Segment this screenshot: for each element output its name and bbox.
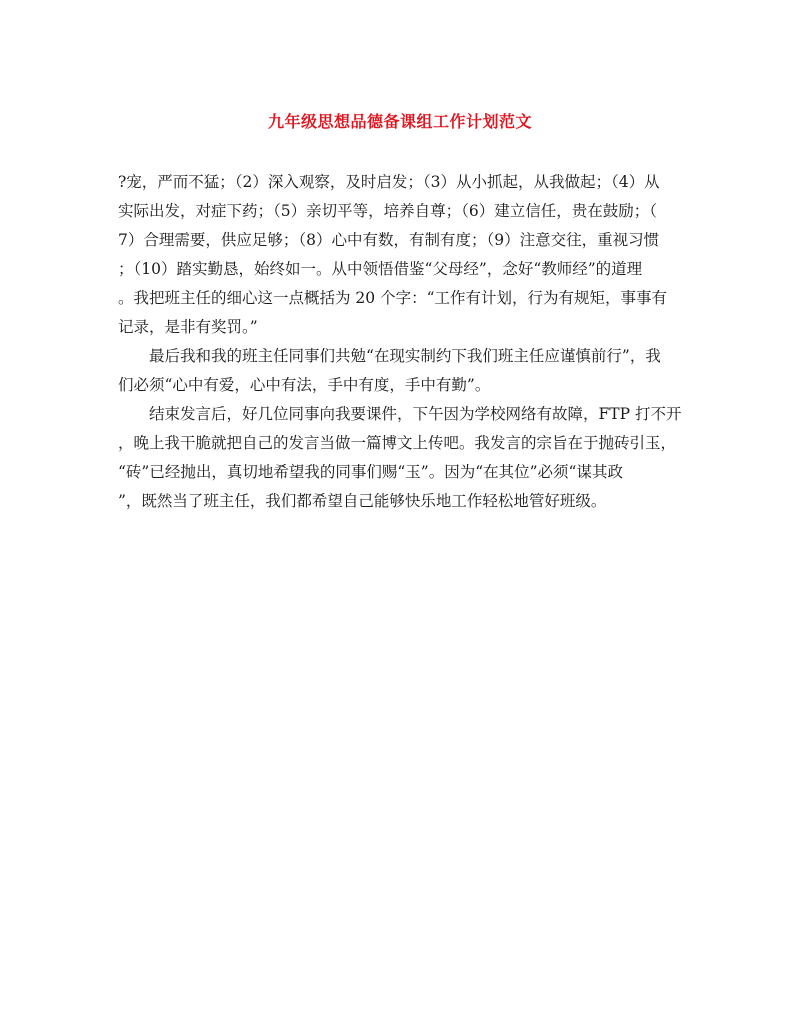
document-title: 九年级思想品德备课组工作计划范文 — [267, 112, 532, 131]
text-line: ?宠，严而不猛；（2）深入观察，及时启发；（3）从小抓起，从我做起；（4）从 — [118, 173, 660, 191]
text-line: 实际出发，对症下药；（5）亲切平等，培养自尊；（6）建立信任，贵在鼓励；（ — [118, 202, 657, 220]
text-line: 记录，是非有奖罚。” — [118, 318, 258, 336]
paragraph-start-line: 结束发言后，好几位同事向我要课件，下午因为学校网络有故障，FTP 打不开 — [149, 405, 682, 423]
paragraph-start-line: 最后我和我的班主任同事们共勉“在现实制约下我们班主任应谨慎前行”，我 — [149, 347, 661, 365]
document-body — [118, 168, 688, 516]
text-line: ，晚上我干脆就把自己的发言当做一篇博文上传吧。我发言的宗旨在于抛砖引玉， — [118, 434, 677, 452]
text-line: 。我把班主任的细心这一点概括为 20 个字：“工作有计划，行为有规矩，事事有 — [118, 289, 668, 307]
text-line: 7）合理需要，供应足够；（8）心中有数，有制有度；（9）注意交往，重视习惯 — [118, 231, 660, 249]
text-line: ；（10）踏实勤恳，始终如一。从中领悟借鉴“父母经”，念好“教师经”的道理 — [118, 260, 643, 278]
text-line: 们必须“心中有爱，心中有法，手中有度，手中有勤”。 — [118, 376, 491, 394]
text-line: “砖”已经抛出，真切地希望我的同事们赐“玉”。因为“在其位”必须“谋其政 — [118, 463, 623, 481]
text-line: ”，既然当了班主任，我们都希望自己能够快乐地工作轻松地管好班级。 — [118, 492, 607, 510]
